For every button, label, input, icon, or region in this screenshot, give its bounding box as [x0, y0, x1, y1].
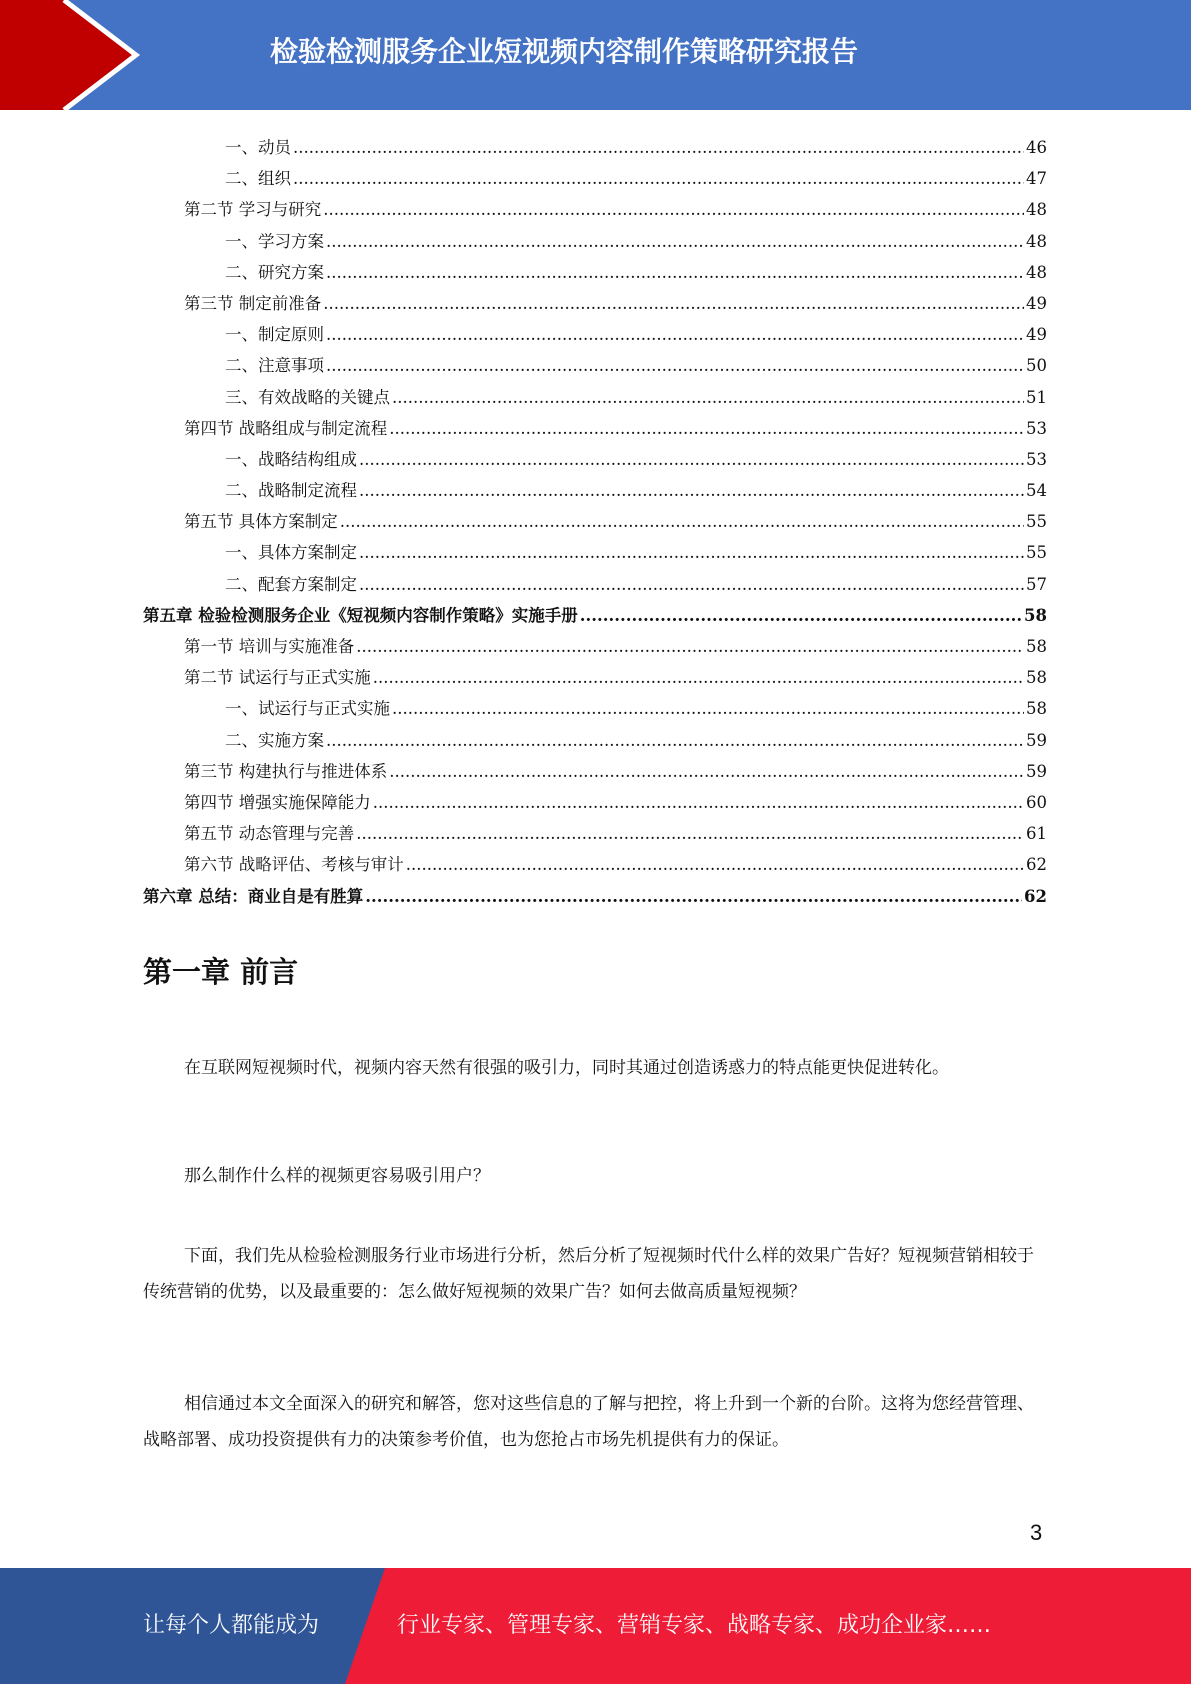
- toc-entry-page: 48: [1026, 231, 1047, 251]
- toc-entry[interactable]: [143, 849, 1047, 880]
- toc-entry[interactable]: [143, 475, 1047, 506]
- toc-entry[interactable]: [143, 662, 1047, 693]
- header-title: 检验检测服务企业短视频内容制作策略研究报告: [270, 35, 859, 68]
- toc-entry[interactable]: [143, 537, 1047, 568]
- toc-leader-dots: [323, 288, 1024, 319]
- footer-slogan-left: 让每个人都能成为: [143, 1613, 320, 1638]
- toc-leader-dots: [359, 569, 1024, 600]
- page-footer: [0, 1568, 1191, 1684]
- toc-leader-dots: [359, 444, 1024, 475]
- toc-leader-dots: [326, 725, 1024, 756]
- toc-entry[interactable]: [143, 881, 1047, 912]
- paragraph: 相信通过本文全面深入的研究和解答，您对这些信息的了解与把控，将上升到一个新的台阶。这将为您经营管理、战略部署、成功投资提供有力的决策参考价值，也为您抢占市场先机提供有力的保证。: [143, 1394, 1034, 1450]
- toc-entry[interactable]: [143, 693, 1047, 724]
- toc-entry-label: 第四节 增强实施保障能力: [184, 792, 371, 812]
- toc-entry-label: 第五节 动态管理与完善: [184, 824, 355, 844]
- toc-entry-page: 58: [1026, 668, 1047, 688]
- toc-entry-label: 二、实施方案: [225, 730, 324, 750]
- toc-entry-label: 第二节 试运行与正式实施: [184, 668, 371, 688]
- toc-entry[interactable]: [143, 569, 1047, 600]
- toc-entry-label: 一、具体方案制定: [225, 543, 357, 563]
- toc-entry-label: 一、战略结构组成: [225, 449, 357, 469]
- toc-entry-page: 59: [1026, 761, 1047, 781]
- toc-entry-page: 53: [1026, 449, 1047, 469]
- header-arrow-decoration: [0, 0, 200, 110]
- toc-entry-page: 58: [1026, 699, 1047, 719]
- toc-entry-label: 第五章 检验检测服务企业《短视频内容制作策略》实施手册: [143, 605, 578, 625]
- toc-entry-label: 第四节 战略组成与制定流程: [184, 418, 388, 438]
- toc-entry[interactable]: [143, 631, 1047, 662]
- toc-entry[interactable]: [143, 350, 1047, 381]
- toc-entry-page: 57: [1026, 574, 1047, 594]
- toc-leader-dots: [359, 537, 1024, 568]
- toc-entry[interactable]: [143, 725, 1047, 756]
- toc-entry[interactable]: [143, 288, 1047, 319]
- toc-leader-dots: [373, 662, 1024, 693]
- paragraph: 下面，我们先从检验检测服务行业市场进行分析，然后分析了短视频时代什么样的效果广告好？短视频营销相较于传统营销的优势，以及最重要的：怎么做好短视频的效果广告？如何去做高质量短视频？: [143, 1246, 1034, 1302]
- toc-entry-label: 二、注意事项: [225, 356, 324, 376]
- toc-entry[interactable]: [143, 787, 1047, 818]
- toc-entry-page: 48: [1026, 262, 1047, 282]
- toc-leader-dots: [392, 693, 1024, 724]
- toc-entry[interactable]: [143, 163, 1047, 194]
- toc-entry-page: 58: [1026, 637, 1047, 656]
- paragraph: 在互联网短视频时代，视频内容天然有很强的吸引力，同时其通过创造诱惑力的特点能更快促进转化。: [184, 1058, 949, 1078]
- toc-leader-dots: [326, 226, 1024, 257]
- toc-entry-label: 一、学习方案: [225, 231, 324, 251]
- toc-entry-page: 59: [1026, 730, 1047, 750]
- toc-entry[interactable]: [143, 756, 1047, 787]
- toc-entry-label: 第五节 具体方案制定: [184, 512, 338, 532]
- toc-entry-page: 55: [1026, 543, 1047, 563]
- toc-leader-dots: [392, 382, 1024, 413]
- toc-entry-label: 一、动员: [225, 138, 291, 157]
- toc-leader-dots: [389, 413, 1024, 444]
- toc-entry-label: 二、组织: [225, 169, 291, 189]
- toc-leader-dots: [340, 506, 1024, 537]
- toc-entry-label: 一、制定原则: [225, 325, 324, 345]
- toc-entry-page: 50: [1026, 356, 1047, 376]
- toc-entry[interactable]: [143, 226, 1047, 257]
- toc-entry[interactable]: [143, 257, 1047, 288]
- toc-entry-page: 51: [1026, 387, 1047, 407]
- page-number: 3: [1030, 1520, 1043, 1545]
- toc-entry[interactable]: [143, 132, 1047, 163]
- toc-leader-dots: [580, 600, 1022, 631]
- toc-entry[interactable]: [143, 506, 1047, 537]
- chapter-title: 第一章 前言: [143, 955, 299, 989]
- toc-entry[interactable]: [143, 413, 1047, 444]
- toc-entry[interactable]: [143, 194, 1047, 225]
- toc-entry-label: 第六节 战略评估、考核与审计: [184, 855, 404, 875]
- toc-entry-label: 三、有效战略的关键点: [225, 387, 390, 407]
- toc-entry[interactable]: [143, 444, 1047, 475]
- toc-entry-label: 二、配套方案制定: [225, 574, 357, 594]
- toc-leader-dots: [326, 319, 1024, 350]
- toc-leader-dots: [389, 756, 1024, 787]
- toc-entry-page: 55: [1026, 512, 1047, 532]
- toc-entry-label: 第三节 制定前准备: [184, 293, 322, 313]
- toc-leader-dots: [293, 163, 1024, 194]
- toc-entry-page: 49: [1026, 293, 1047, 313]
- toc-leader-dots: [326, 350, 1024, 381]
- page-header: [0, 0, 1191, 110]
- toc-entry[interactable]: [143, 319, 1047, 350]
- toc-entry-label: 一、试运行与正式实施: [225, 699, 390, 719]
- toc-entry[interactable]: [143, 382, 1047, 413]
- footer-slogan-right: 行业专家、管理专家、营销专家、战略专家、成功企业家……: [397, 1613, 992, 1638]
- toc-entry-label: 二、战略制定流程: [225, 481, 357, 501]
- toc-entry-page: 47: [1026, 169, 1047, 189]
- toc-leader-dots: [365, 881, 1022, 912]
- toc-entry-page: 60: [1026, 792, 1047, 812]
- toc-entry-page: 53: [1026, 418, 1047, 438]
- toc-leader-dots: [293, 132, 1024, 163]
- toc-leader-dots: [373, 787, 1024, 818]
- toc-leader-dots: [323, 194, 1024, 225]
- toc-entry-page: 62: [1024, 886, 1047, 906]
- toc-entry-page: 58: [1024, 605, 1047, 625]
- toc-entry-label: 第二节 学习与研究: [184, 200, 322, 220]
- toc-entry-label: 第六章 总结：商业自是有胜算: [143, 886, 364, 906]
- table-of-contents: [143, 132, 1047, 912]
- toc-entry-label: 第三节 构建执行与推进体系: [184, 761, 388, 781]
- toc-leader-dots: [406, 849, 1024, 880]
- toc-entry-page: 46: [1026, 138, 1047, 157]
- toc-entry-page: 49: [1026, 325, 1047, 345]
- toc-leader-dots: [356, 818, 1024, 849]
- toc-leader-dots: [359, 475, 1024, 506]
- paragraph: 那么制作什么样的视频更容易吸引用户？: [184, 1166, 490, 1186]
- toc-leader-dots: [326, 257, 1024, 288]
- toc-entry-label: 第一节 培训与实施准备: [184, 637, 355, 656]
- toc-entry-page: 48: [1026, 200, 1047, 220]
- toc-entry-page: 62: [1026, 855, 1047, 875]
- toc-entry-label: 二、研究方案: [225, 262, 324, 282]
- toc-entry[interactable]: [143, 600, 1047, 631]
- toc-entry-page: 61: [1026, 824, 1047, 844]
- toc-entry[interactable]: [143, 818, 1047, 849]
- toc-entry-page: 54: [1026, 481, 1047, 501]
- toc-leader-dots: [356, 631, 1024, 662]
